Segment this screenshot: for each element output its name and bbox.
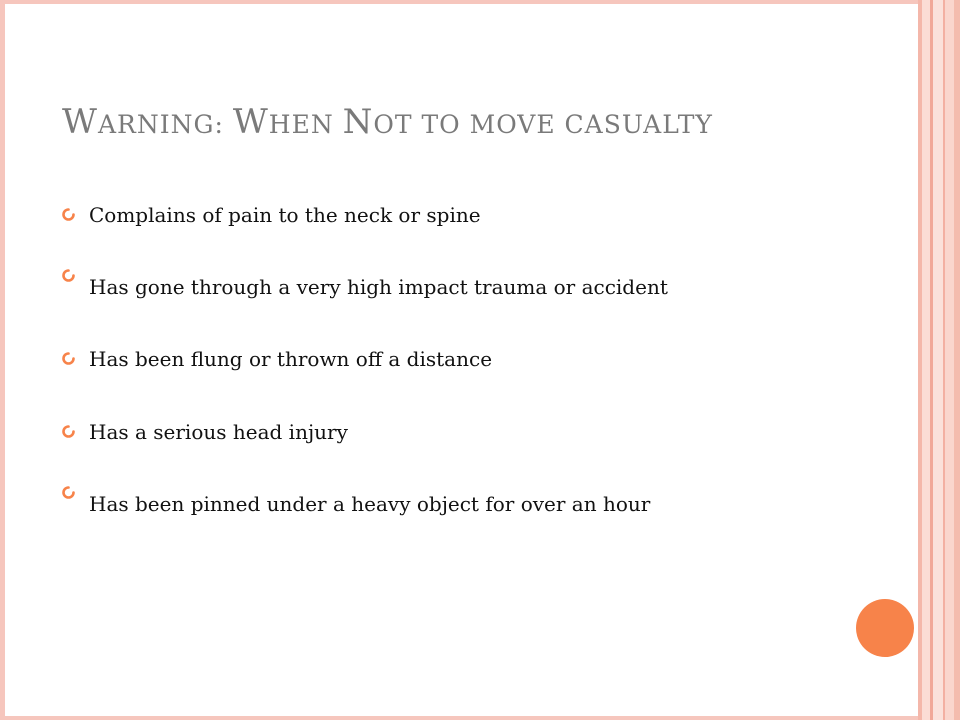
list-item bbox=[62, 474, 862, 534]
decorative-stripe bbox=[922, 0, 930, 720]
title-text: HEN bbox=[268, 110, 343, 139]
list-item-text: Has been flung or thrown off a distance bbox=[89, 347, 493, 371]
bullet-icon bbox=[62, 486, 75, 499]
decorative-stripe bbox=[945, 0, 954, 720]
bullet-icon bbox=[62, 425, 75, 438]
slide-title bbox=[62, 102, 713, 142]
bullet-list bbox=[62, 196, 862, 522]
frame-bottom-border bbox=[0, 716, 918, 720]
decorative-stripe bbox=[933, 0, 943, 720]
list-item bbox=[62, 413, 862, 451]
orange-circle-decoration bbox=[856, 599, 914, 657]
title-letter: W bbox=[62, 102, 98, 142]
list-item-text: Complains of pain to the neck or spine bbox=[89, 203, 481, 227]
title-letter: W bbox=[232, 102, 269, 142]
bullet-icon bbox=[62, 208, 75, 221]
list-item-text: Has a serious head injury bbox=[89, 420, 348, 444]
list-item-text: Has been pinned under a heavy object for over an hour bbox=[89, 492, 651, 516]
title-text: : bbox=[214, 110, 233, 139]
list-item bbox=[62, 257, 862, 317]
bullet-icon bbox=[62, 352, 75, 365]
title-letter: N bbox=[342, 102, 374, 142]
list-item-text: Has gone through a very high impact trauma or accident bbox=[89, 275, 668, 299]
title-text: ARNING bbox=[97, 110, 215, 139]
decorative-stripe bbox=[954, 0, 960, 720]
list-item bbox=[62, 196, 862, 234]
frame-left-border bbox=[0, 0, 5, 720]
bullet-icon bbox=[62, 269, 75, 282]
frame-top-border bbox=[0, 0, 918, 4]
list-item bbox=[62, 340, 862, 378]
title-text: OT TO MOVE CASUALTY bbox=[373, 110, 713, 139]
